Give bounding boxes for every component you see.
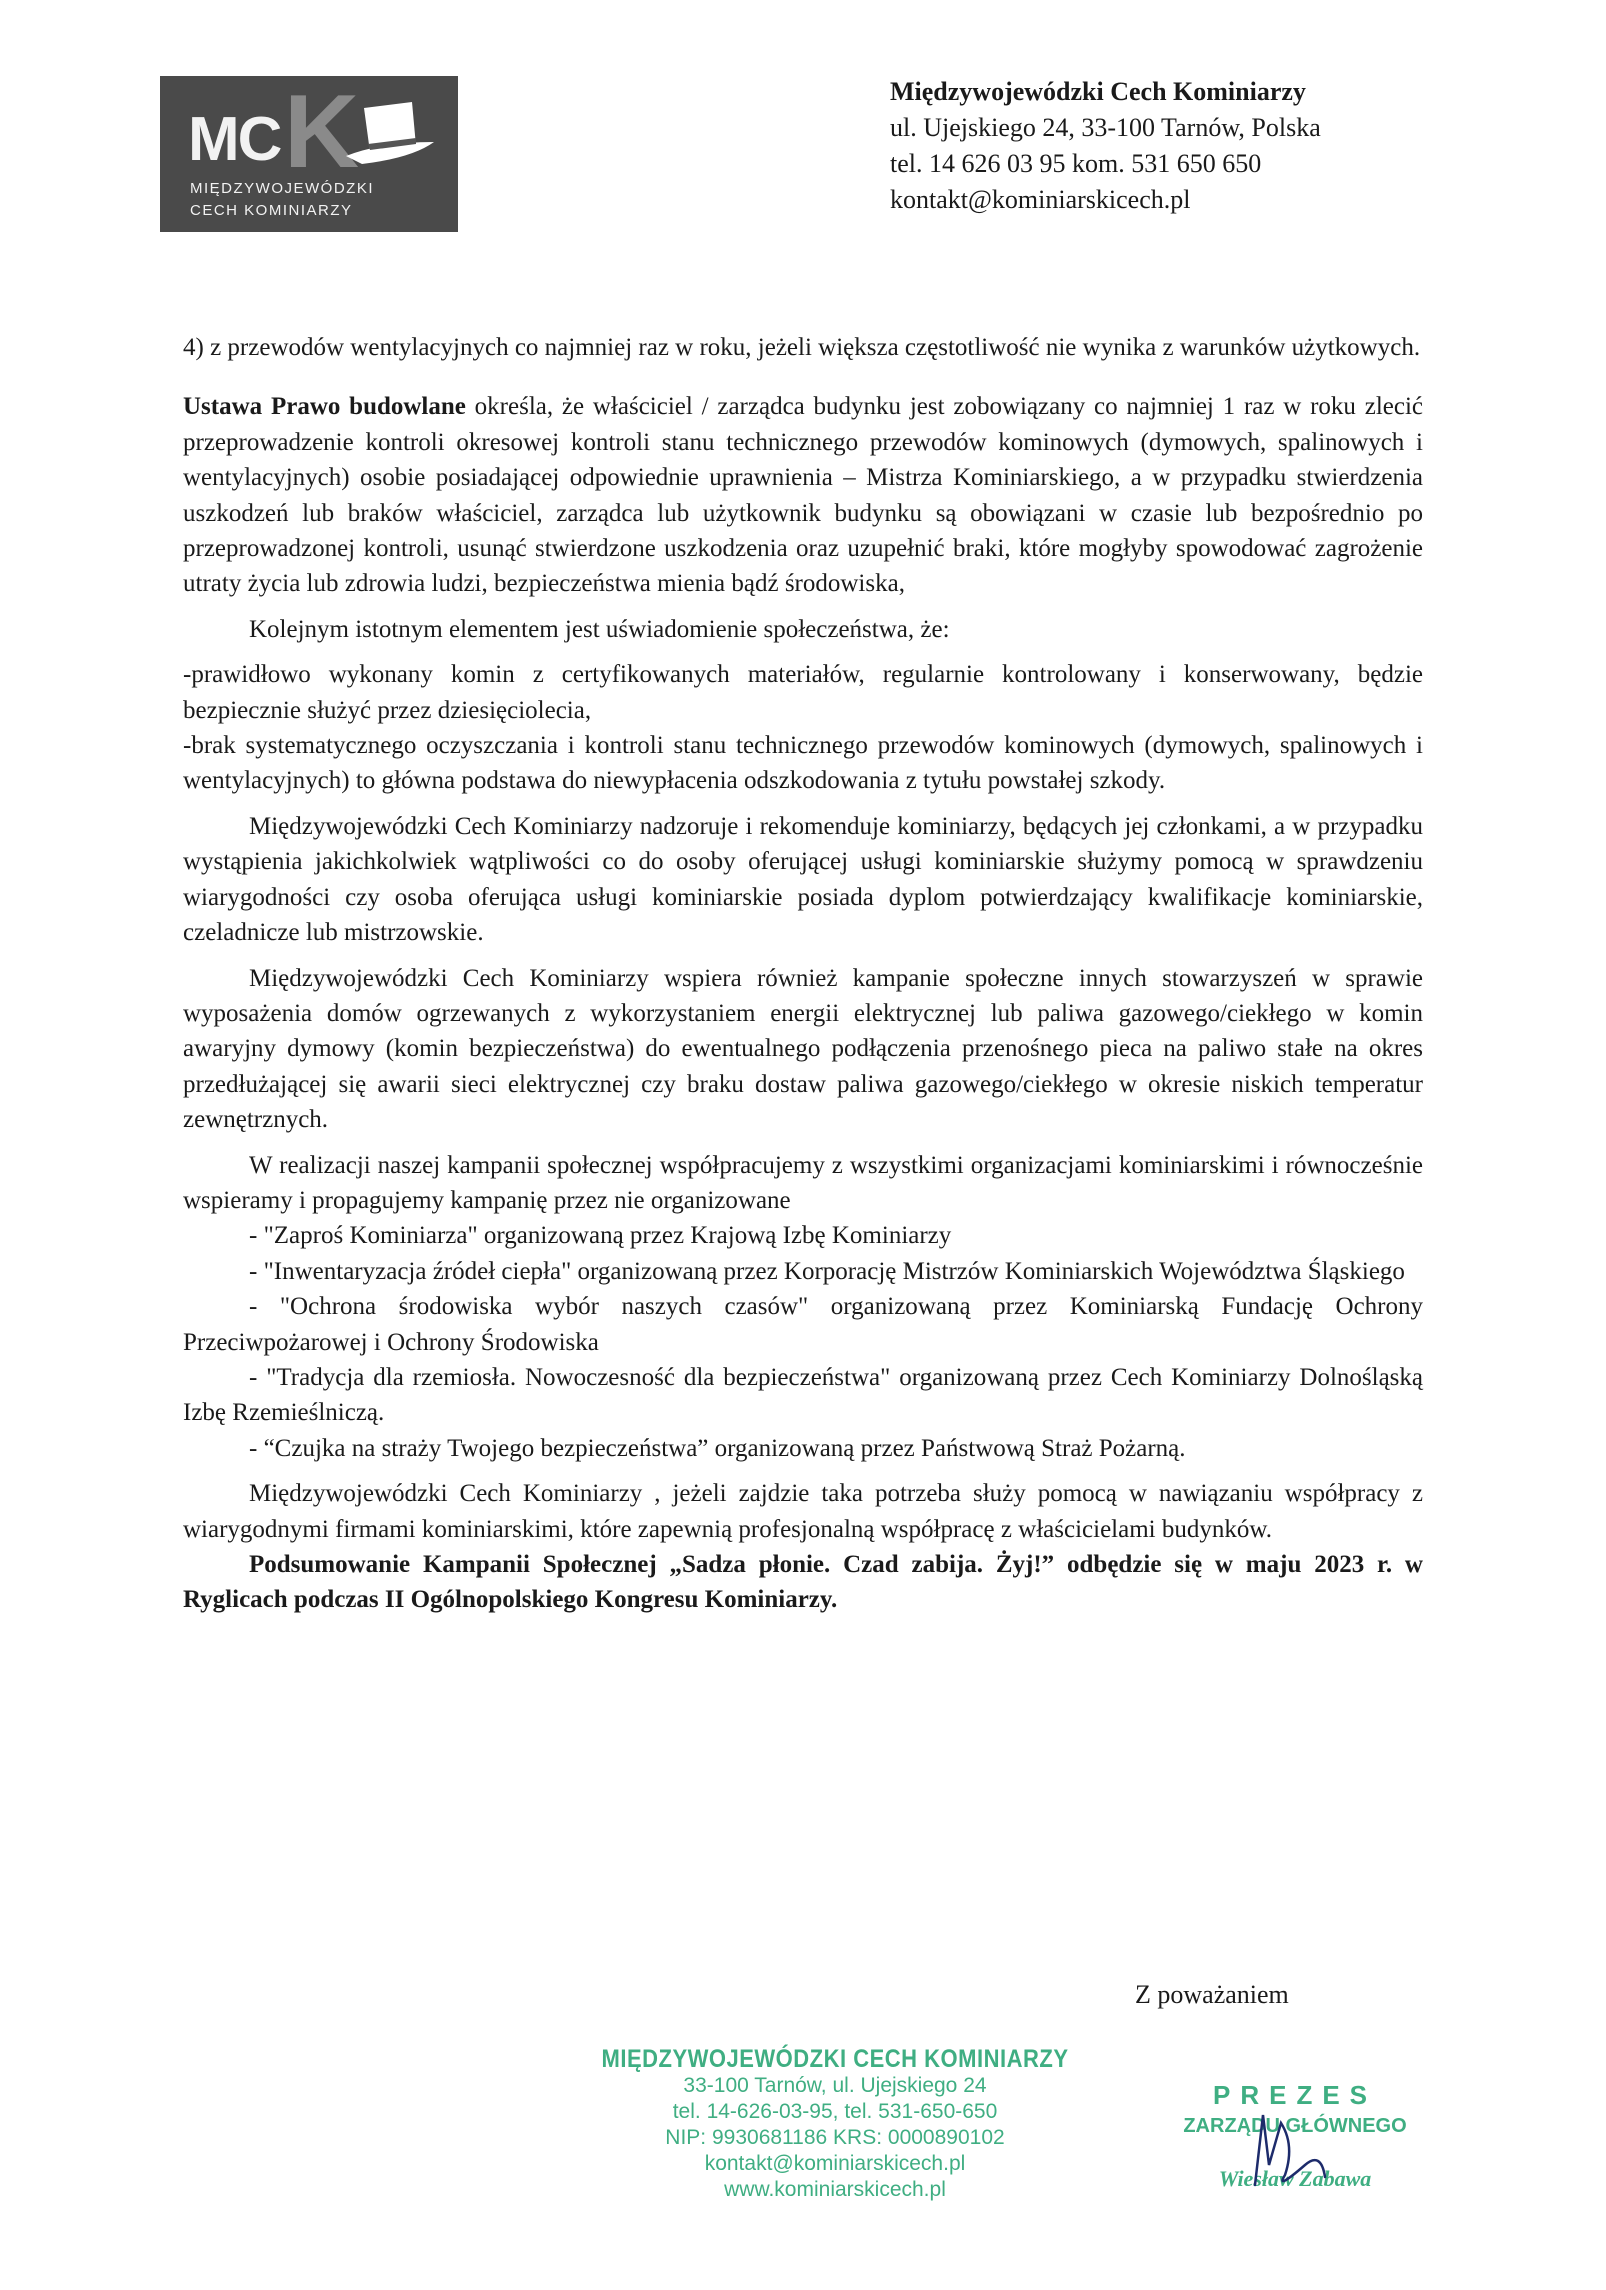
stamp-company-name: MIĘDZYWOJEWÓDZKI CECH KOMINIARZY [601,2044,1069,2073]
logo-mark-k: K [284,76,360,190]
header-phone: tel. 14 626 03 95 kom. 531 650 650 [890,149,1262,178]
header-address: ul. Ujejskiego 24, 33-100 Tarnów, Polska [890,113,1321,142]
president-subtitle: ZARZĄDU GŁÓWNEGO [1183,2115,1407,2137]
building-law-title: Ustawa Prawo budowlane [183,393,466,421]
paragraph-campaign-cooperation: W realizacji naszej kampanii społecznej współpracujemy z wszystkimi organizacjami kominiarskimi i równocześnie wspieramy i propagujemy kampanię przez nie organizowane [183,1151,1423,1214]
header-org-name: Międzywojewódzki Cech Kominiarzy [890,77,1306,106]
campaign-item: - "Inwentaryzacja źródeł ciepła" organizowaną przez Korporację Mistrzów Kominiarskich Województwa Śląskiego [249,1257,1405,1285]
stamp-phones: tel. 14-626-03-95, tel. 531-650-650 [672,2100,998,2123]
logo-text-line2: CECH KOMINIARZY [190,202,353,219]
paragraph-guild-help: Międzywojewódzki Cech Kominiarzy , jeżeli zajdzie taka potrzeba służy pomocą w nawiązaniu współpracy z wiarygodnymi firmami kominiarskimi, które zapewnią profesjonalną współpracę z właścicielami budynków. [183,1480,1423,1543]
stamp-website: www.kominiarskicech.pl [724,2178,946,2201]
paragraph-guild-support: Międzywojewódzki Cech Kominiarzy wspiera również kampanie społeczne innych stowarzyszeń w sprawie wyposażenia domów ogrzewanych z wykorzystaniem energii elektrycznej lub paliwa gazowego/ciekłego w komin awaryjny dymowy (komin bezpieczeństwa) do ewentualnego podłączenia przenośnego pieca na paliwo stałe na okres przedłużającej się awarii sieci elektrycznej czy braku dostaw paliwa gazowego/ciekłego w okresie niskich temperatur zewnętrznych. [183,964,1423,1134]
paragraph-ventilation: 4) z przewodów wentylacyjnych co najmniej raz w roku, jeżeli większa częstotliwość nie wynika z warunków użytkowych. [183,334,1421,361]
campaign-item: - “Czujka na straży Twojego bezpieczeństwa” organizowaną przez Państwową Straż Pożarną. [249,1434,1186,1462]
campaign-item: - "Ochrona środowiska wybór naszych czasów" organizowaną przez Kominiarską Fundację Ochrony Przeciwpożarowej i Ochrony Środowiska [183,1293,1423,1356]
stamp-ids: NIP: 9930681186 KRS: 0000890102 [665,2126,1005,2149]
building-law-text: określa, że właściciel / zarządca budynku jest zobowiązany co najmniej 1 raz w roku zlecić przeprowadzenie kontroli okresowej kontroli stanu technicznego przewodów kominowych (dymowych, spalinowych i wentylacyjnych) osobie posiadającej odpowiednie uprawnienia – Mistrza Kominiarskiego, a w przypadku stwierdzenia uszkodzeń lub braków właściciel, zarządca lub użytkownik budynku są obowiązani w czasie lub bezpośrednio po przeprowadzonej kontroli, usunąć stwierdzone uszkodzenia oraz uzupełnić braki, które mogłyby spowodować zagrożenie utraty życia lub zdrowia ludzi, bezpieczeństwa mienia bądź środowiska, [183,393,1423,598]
president-name: Wiesław Zabawa [1218,2166,1372,2191]
company-stamp [585,2046,1085,2203]
header-contact [890,74,1321,218]
paragraph-building-law [183,389,1423,601]
paragraph-summary: Podsumowanie Kampanii Społecznej „Sadza płonie. Czad zabija. Żyj!” odbędzie się w maju 2023 r. w Ryglicach podczas II Ogólnopolskiego Kongresu Kominiarzy. [183,1551,1423,1614]
campaign-item: - "Tradycja dla rzemiosła. Nowoczesność dla bezpieczeństwa" organizowaną przez Cech Kominiarzy Dolnośląską Izbę Rzemieślniczą. [183,1363,1423,1427]
company-logo [160,76,458,232]
logo-text-line1: MIĘDZYWOJEWÓDZKI [190,180,374,197]
letter-body [183,330,1423,1618]
president-title: PREZES [1212,2080,1378,2110]
header-email: kontakt@kominiarskicech.pl [890,185,1191,214]
paragraph-chimney-benefit: -prawidłowo wykonany komin z certyfikowanych materiałów, regularnie kontrolowany i konserwowany, będzie bezpiecznie służyć przez dziesięciolecia, [183,661,1423,724]
closing-salutation: Z poważaniem [1135,1980,1289,2009]
paragraph-awareness-intro: Kolejnym istotnym elementem jest uświadomienie społeczeństwa, że: [249,615,950,643]
stamp-email: kontakt@kominiarskicech.pl [704,2152,966,2175]
logo-mark: MC [188,105,281,174]
handwritten-signature [1225,2105,1345,2195]
paragraph-chimney-risk: -brak systematycznego oczyszczania i kontroli stanu technicznego przewodów kominowych (dymowych, spalinowych i wentylacyjnych) to główna podstawa do niewypłacenia odszkodowania z tytułu powstałej szkody. [183,732,1423,795]
stamp-address: 33-100 Tarnów, ul. Ujejskiego 24 [683,2074,987,2097]
top-hat-icon [342,98,438,168]
campaign-item: - "Zaproś Kominiarza" organizowaną przez Krajową Izbę Kominiarzy [249,1222,952,1250]
paragraph-guild-oversight: Międzywojewódzki Cech Kominiarzy nadzoruje i rekomenduje kominiarzy, będących jej członkami, a w przypadku wystąpienia jakichkolwiek wątpliwości co do osoby oferującej usługi kominiarskie służymy pomocą w sprawdzeniu wiarygodności czy osoba oferująca usługi kominiarskie posiada dyplom potwierdzający kwalifikacje kominiarskie, czeladnicze lub mistrzowskie. [183,812,1423,947]
